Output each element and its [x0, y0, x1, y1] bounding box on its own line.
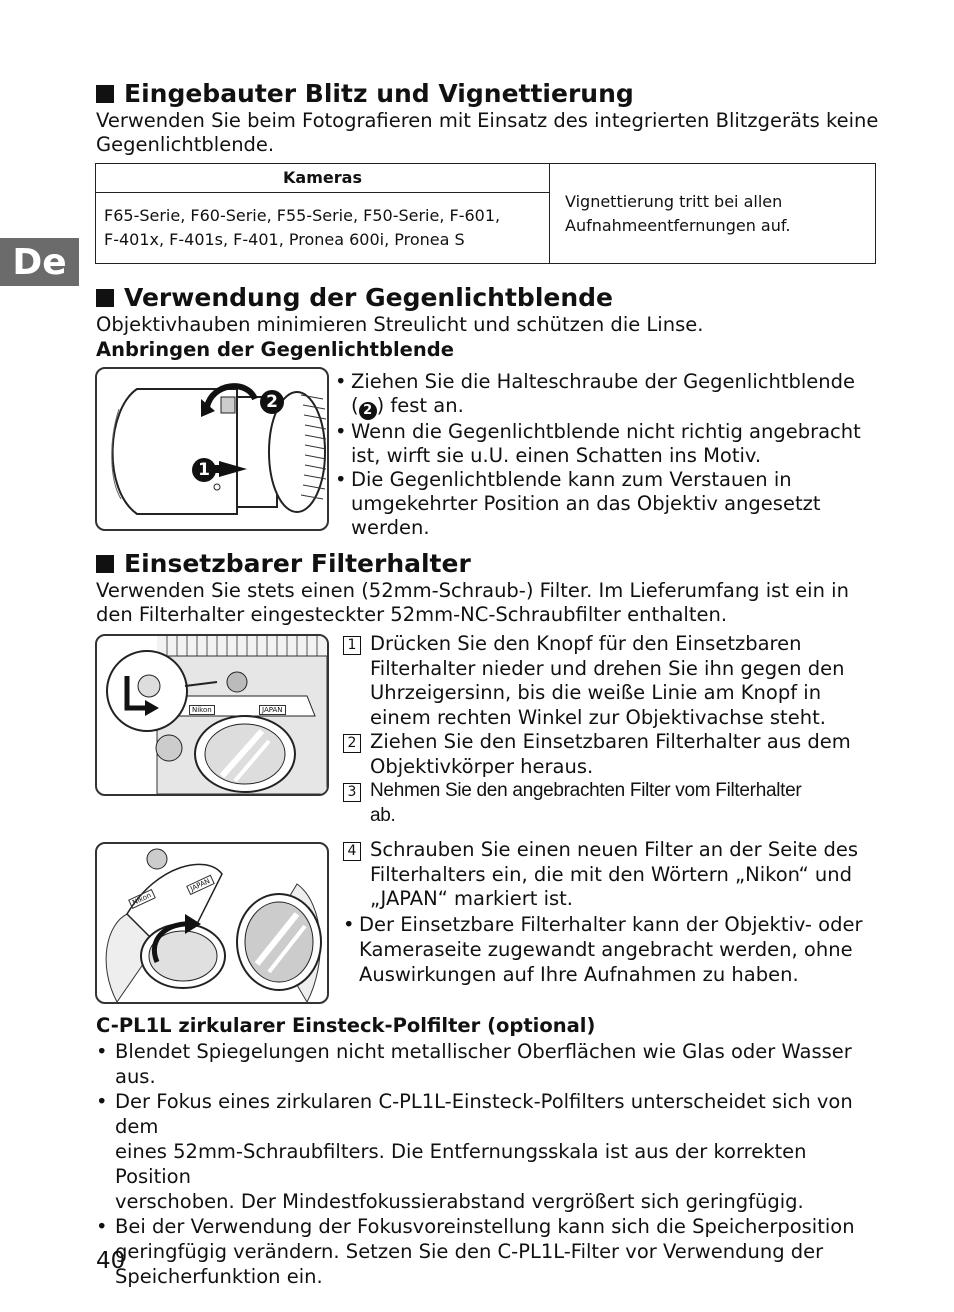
- bullet-line: Die Gegenlichtblende kann zum Verstauen in: [351, 468, 792, 491]
- vignetting-line-1: Vignettierung tritt bei allen: [565, 191, 783, 211]
- bullet-line: ist, wirft sie u.U. einen Schatten ins Motiv.: [351, 444, 762, 467]
- step-number: 3: [343, 783, 361, 802]
- filter-screwing-illustration: [95, 842, 329, 1004]
- list-item: • Wenn die Gegenlichtblende nicht richtig angebracht ist, wirft sie u.U. einen Schatten ins Motiv.: [335, 420, 861, 467]
- bullet-line: ( 2 ) fest an.: [351, 394, 464, 418]
- nikon-label: Nikon: [128, 889, 156, 909]
- page-number: 40: [96, 1248, 126, 1274]
- language-tab: De: [0, 238, 79, 286]
- table-cell-cameras: [96, 193, 550, 264]
- list-item: • Bei der Verwendung der Fokusvoreinstellung kann sich die Speicherposition geringfügig verändern. Setzen Sie den C-PL1L-Filter vor Verwendung der Speicherfunktion ein.: [96, 1215, 855, 1288]
- step-3: 3 Nehmen Sie den angebrachten Filter vom Filterhalter ab.: [343, 779, 883, 828]
- section-title-hood: [96, 284, 613, 312]
- vignetting-line-2: Aufnahmeentfernungen auf.: [565, 215, 791, 235]
- bullet-line: werden.: [351, 516, 430, 539]
- lens-hood-drawing: [97, 369, 327, 529]
- step-1: 1 Drücken Sie den Knopf für den Einsetzbaren Filterhalter nieder und drehen Sie ihn gegen den Uhrzeigersinn, bis die weiße Linie am Knopf in einem rechten Winkel zur Objektivachse steht.: [343, 632, 883, 730]
- square-bullet-icon: [96, 555, 114, 573]
- step-marker-1: 1: [192, 458, 216, 482]
- bullet-line: umgekehrter Position an das Objektiv angesetzt: [351, 492, 821, 515]
- japan-label: JAPAN: [186, 875, 214, 895]
- section3-intro: Verwenden Sie stets einen (52mm-Schraub-) Filter. Im Lieferumfang ist ein in den Filterhalter eingesteckter 52mm-NC-Schraubfilter enthalten.: [96, 579, 849, 626]
- section1-intro: Verwenden Sie beim Fotografieren mit Einsatz des integrierten Blitzgeräts keine Gegenlichtblende.: [96, 109, 879, 156]
- filter-holder-removal-illustration: [95, 634, 329, 796]
- section2-title: Verwendung der Gegenlichtblende: [124, 283, 613, 312]
- step-4: 4 Schrauben Sie einen neuen Filter an der Seite des Filterhalters ein, die mit den Wörtern „Nikon“ und „JAPAN“ markiert ist.: [343, 838, 883, 912]
- step-number: 1: [343, 636, 361, 655]
- list-item: • Ziehen Sie die Halteschraube der Gegenlichtblende ( 2 ) fest an.: [335, 370, 856, 418]
- filter-steps: [343, 632, 883, 828]
- japan-label: JAPAN: [259, 705, 286, 715]
- step-marker-2-inline: 2: [359, 402, 377, 420]
- filter-holder-drawing-2: [97, 844, 327, 1002]
- section2-subtitle: Anbringen der Gegenlichtblende: [96, 338, 454, 361]
- section1-title: Eingebauter Blitz und Vignettierung: [124, 79, 634, 108]
- square-bullet-icon: [96, 85, 114, 103]
- table-header-cameras: Kameras: [96, 164, 550, 193]
- step-marker-2: 2: [260, 390, 284, 414]
- cameras-line-2: F-401x, F-401s, F-401, Pronea 600i, Pronea S: [104, 230, 465, 249]
- section2-intro: Objektivhauben minimieren Streulicht und schützen die Linse.: [96, 313, 704, 336]
- step-2: 2 Ziehen Sie den Einsetzbaren Filterhalter aus dem Objektivkörper heraus.: [343, 730, 883, 779]
- nikon-label: Nikon: [189, 705, 215, 715]
- lens-hood-illustration: [95, 367, 329, 531]
- section4-subtitle: C-PL1L zirkularer Einsteck-Polfilter (optional): [96, 1014, 596, 1037]
- square-bullet-icon: [96, 289, 114, 307]
- table-cell-vignetting: [550, 164, 876, 264]
- filter-note: • Der Einsetzbare Filterhalter kann der Objektiv- oder Kameraseite zugewandt angebracht werden, ohne Auswirkungen auf Ihre Aufnahmen zu haben.: [343, 912, 863, 986]
- bullet-line: Ziehen Sie die Halteschraube der Gegenlichtblende: [351, 370, 856, 393]
- step-number: 4: [343, 842, 361, 861]
- filter-holder-drawing-1: [97, 636, 327, 794]
- section3-title: Einsetzbarer Filterhalter: [124, 549, 471, 578]
- list-item: • Blendet Spiegelungen nicht metallischer Oberflächen wie Glas oder Wasser aus.: [96, 1040, 852, 1088]
- camera-table: [95, 163, 876, 264]
- hood-bullet-list: [335, 370, 875, 540]
- section-title-filter-holder: [96, 550, 471, 578]
- list-item: • Die Gegenlichtblende kann zum Verstauen in umgekehrter Position an das Objektiv angesetzt werden.: [335, 468, 821, 539]
- bullet-line: Wenn die Gegenlichtblende nicht richtig angebracht: [351, 420, 861, 443]
- filter-steps-continued: [343, 838, 883, 987]
- section-title-flash: [96, 80, 634, 108]
- list-item: • Der Fokus eines zirkularen C-PL1L-Einsteck-Polfilters unterscheidet sich von dem eines 52mm-Schraubfilters. Die Entfernungsskala ist aus der korrekten Position verschoben. Der Mindestfokussierabstand vergrößert sich geringfügig.: [96, 1090, 853, 1213]
- cameras-line-1: F65-Serie, F60-Serie, F55-Serie, F50-Serie, F-601,: [104, 206, 501, 225]
- step-number: 2: [343, 734, 361, 753]
- polarizer-bullet-list: [96, 1039, 886, 1289]
